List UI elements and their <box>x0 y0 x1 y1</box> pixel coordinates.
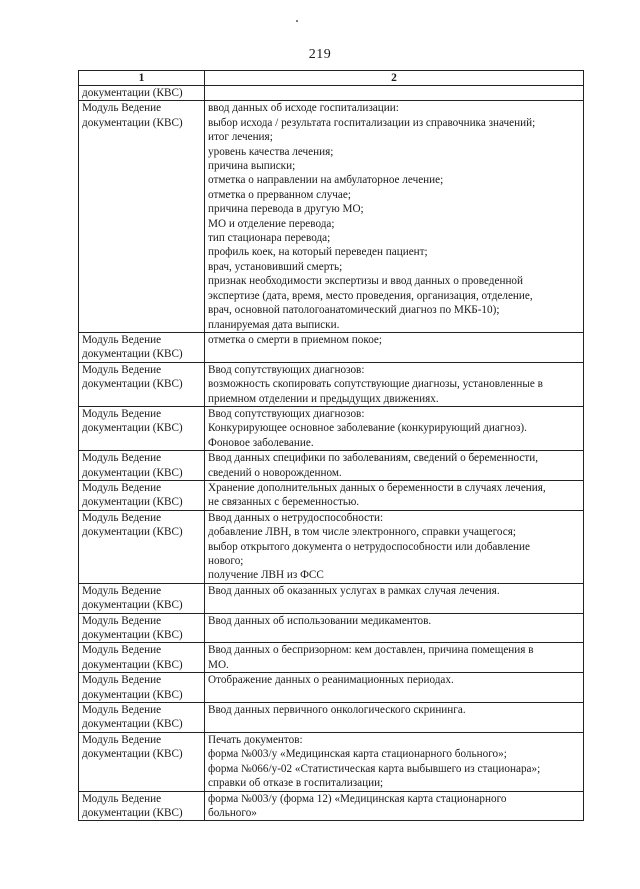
module-line: документации (КВС) <box>82 496 183 509</box>
table-row <box>79 332 584 362</box>
description-line: не связанных с беременностью. <box>208 496 360 509</box>
description-line: приемном отделении и предыдущих движениях. <box>208 392 439 405</box>
description-cell <box>205 332 584 362</box>
table-row <box>79 101 584 333</box>
table-row <box>79 406 584 450</box>
description-line: получение ЛВН из ФСС <box>208 569 324 582</box>
module-cell <box>79 86 205 101</box>
description-line <box>208 86 580 100</box>
description-line: МО и отделение перевода; <box>208 217 335 230</box>
description-line: Хранение дополнительных данных о беременности в случаях лечения, <box>208 481 546 494</box>
module-cell <box>79 643 205 673</box>
description-line: планируемая дата выписки. <box>208 318 340 331</box>
description-line: форма №003/у (форма 12) «Медицинская карта стационарного <box>208 792 507 805</box>
description-cell <box>205 406 584 450</box>
description-line: выбор открытого документа о нетрудоспособности или добавление <box>208 540 530 553</box>
module-line: документации (КВС) <box>82 348 183 361</box>
description-cell <box>205 613 584 643</box>
page-number: 219 <box>308 47 332 62</box>
table-row <box>79 643 584 673</box>
module-line: Модуль Ведение <box>82 792 162 805</box>
module-line: документации (КВС) <box>82 87 183 99</box>
table-row <box>79 791 584 821</box>
description-line: Печать документов: <box>208 733 303 746</box>
description-line: Ввод сопутствующих диагнозов: <box>208 363 365 376</box>
description-cell <box>205 732 584 791</box>
module-cell <box>79 613 205 643</box>
description-line: профиль коек, на который переведен пациент; <box>208 246 428 259</box>
description-line: Конкурирующее основное заболевание (конкурирующий диагноз). <box>208 422 527 435</box>
module-line: документации (КВС) <box>82 688 183 701</box>
description-cell <box>205 510 584 583</box>
description-line: Ввод сопутствующих диагнозов: <box>208 407 365 420</box>
module-line: документации (КВС) <box>82 526 183 539</box>
description-line: больного» <box>208 806 257 819</box>
module-line: документации (КВС) <box>82 378 183 391</box>
description-line: уровень качества лечения; <box>208 145 334 158</box>
module-line: документации (КВС) <box>82 116 183 129</box>
description-line: экспертизе (дата, время, место проведения, организация, отделение, <box>208 289 533 302</box>
table-row <box>79 732 584 791</box>
description-line: причина выписки; <box>208 160 296 173</box>
column-header-2: 2 <box>205 71 584 86</box>
module-line: Модуль Ведение <box>82 452 162 465</box>
module-line: Модуль Ведение <box>82 674 162 687</box>
description-line: признак необходимости экспертизы и ввод данных о проведенной <box>208 275 524 288</box>
module-line: документации (КВС) <box>82 599 183 612</box>
table-row <box>79 703 584 733</box>
module-cell <box>79 583 205 613</box>
module-cell <box>79 362 205 406</box>
description-cell <box>205 101 584 333</box>
module-cell <box>79 673 205 703</box>
description-line: возможность скопировать сопутствующие диагнозы, установленные в <box>208 378 543 391</box>
description-line: причина перевода в другую МО; <box>208 203 364 216</box>
module-line: документации (КВС) <box>82 748 183 761</box>
description-cell <box>205 791 584 821</box>
description-line: Отображение данных о реанимационных периодах. <box>208 674 454 687</box>
description-line: справки об отказе в госпитализации; <box>208 777 384 790</box>
description-cell <box>205 451 584 481</box>
description-line: Ввод данных о нетрудоспособности: <box>208 511 384 524</box>
module-cell <box>79 480 205 510</box>
module-line: Модуль Ведение <box>82 102 162 115</box>
description-line: сведений о новорожденном. <box>208 466 342 479</box>
description-line: тип стационара перевода; <box>208 232 331 245</box>
description-cell <box>205 86 584 101</box>
description-line: Ввод данных первичного онкологического скрининга. <box>208 704 466 717</box>
description-line: ввод данных об исходе госпитализации: <box>208 102 399 115</box>
description-line: выбор исхода / результата госпитализации из справочника значений; <box>208 116 536 129</box>
description-line: Ввод данных о беспризорном: кем доставлен, причина помещения в <box>208 644 534 657</box>
module-line: Модуль Ведение <box>82 511 162 524</box>
description-line: Ввод данных об использовании медикаментов. <box>208 614 432 627</box>
description-line: итог лечения; <box>208 131 273 144</box>
module-cell <box>79 703 205 733</box>
table-row <box>79 613 584 643</box>
module-line: документации (КВС) <box>82 466 183 479</box>
table-row <box>79 480 584 510</box>
description-line: отметка о прерванном случае; <box>208 188 351 201</box>
table-header-row <box>79 71 584 86</box>
description-line: МО. <box>208 658 229 671</box>
module-line: Модуль Ведение <box>82 333 162 346</box>
table-row <box>79 583 584 613</box>
module-cell <box>79 791 205 821</box>
table-row <box>79 673 584 703</box>
description-line: добавление ЛВН, в том числе электронного, справки учащегося; <box>208 526 516 539</box>
module-line: Модуль Ведение <box>82 481 162 494</box>
module-line: Модуль Ведение <box>82 704 162 717</box>
table-row <box>79 362 584 406</box>
table-row <box>79 510 584 583</box>
description-cell <box>205 703 584 733</box>
description-line: отметка о смерти в приемном покое; <box>208 333 383 346</box>
description-cell <box>205 362 584 406</box>
description-line: Фоновое заболевание. <box>208 436 314 449</box>
module-line: документации (КВС) <box>82 422 183 435</box>
module-cell <box>79 451 205 481</box>
description-line: Ввод данных специфики по заболеваниям, сведений о беременности, <box>208 452 539 465</box>
description-line: врач, установивший смерть; <box>208 260 343 273</box>
module-line: документации (КВС) <box>82 658 183 671</box>
module-line: документации (КВС) <box>82 629 183 642</box>
description-cell <box>205 673 584 703</box>
table-row <box>79 451 584 481</box>
requirements-table <box>78 70 584 821</box>
page-mark <box>296 20 298 22</box>
module-line: документации (КВС) <box>82 718 183 731</box>
description-cell <box>205 643 584 673</box>
module-cell <box>79 732 205 791</box>
module-line: Модуль Ведение <box>82 363 162 376</box>
module-cell <box>79 510 205 583</box>
description-line: врач, основной патологоанатомический диагноз по МКБ-10); <box>208 304 500 317</box>
module-cell <box>79 332 205 362</box>
description-line: Ввод данных об оказанных услугах в рамках случая лечения. <box>208 584 500 597</box>
description-line: нового; <box>208 555 244 567</box>
module-line: Модуль Ведение <box>82 733 162 746</box>
description-cell <box>205 480 584 510</box>
module-cell <box>79 101 205 333</box>
module-line: Модуль Ведение <box>82 614 162 627</box>
table-body <box>79 86 584 821</box>
module-line: Модуль Ведение <box>82 644 162 657</box>
module-line: Модуль Ведение <box>82 584 162 597</box>
module-cell <box>79 406 205 450</box>
description-line: отметка о направлении на амбулаторное лечение; <box>208 174 444 187</box>
module-line: Модуль Ведение <box>82 407 162 420</box>
column-header-1: 1 <box>79 71 205 86</box>
table-row <box>79 86 584 101</box>
description-line: форма №003/у «Медицинская карта стационарного больного»; <box>208 748 507 761</box>
module-line: документации (КВС) <box>82 806 183 819</box>
description-line: форма №066/у-02 «Статистическая карта выбывшего из стационара»; <box>208 762 541 775</box>
description-cell <box>205 583 584 613</box>
